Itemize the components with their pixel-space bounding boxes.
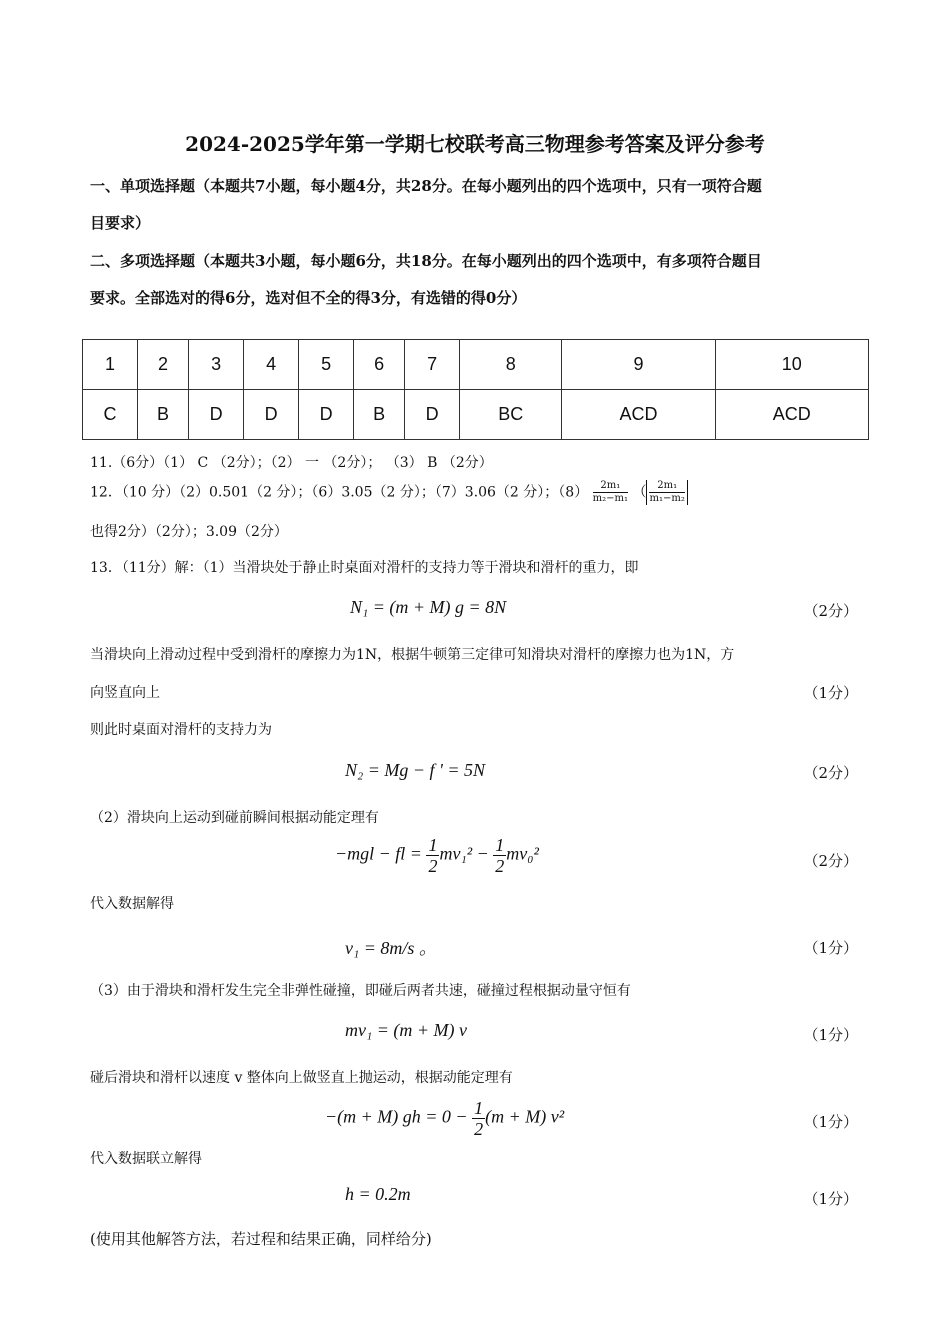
q13-paragraph-2-line1: 当滑块向上滑动过程中受到滑杆的摩擦力为1N，根据牛顿第三定律可知滑块对滑杆的摩擦力也为1N，方 bbox=[90, 647, 735, 663]
table-cell: 7 bbox=[405, 340, 460, 390]
equation-3: −mgl − fl = $\frac{1}{2}$ mv₁² − $\frac{1}{2}$ mv₀² bbox=[335, 835, 539, 876]
section1-heading-line2: 目要求） bbox=[90, 214, 151, 232]
score: （1分） bbox=[803, 1113, 858, 1131]
table-cell: ACD bbox=[562, 390, 715, 440]
answer-table-answer-row bbox=[83, 390, 869, 440]
equation-5: mv₁ = (m + M) v bbox=[345, 1020, 468, 1040]
table-cell: 3 bbox=[189, 340, 244, 390]
q13-paragraph-7: 碰后滑块和滑杆以速度 v 整体向上做竖直上抛运动，根据动能定理有 bbox=[90, 1070, 513, 1086]
q13-intro: 13．（11分）解：（1）当滑块处于静止时桌面对滑杆的支持力等于滑块和滑杆的重力，即 bbox=[90, 560, 639, 576]
table-cell: D bbox=[299, 390, 354, 440]
absolute-value bbox=[646, 480, 687, 505]
q13-paragraph-6: （3）由于滑块和滑杆发生完全非弹性碰撞，即碰后两者共速，碰撞过程根据动量守恒有 bbox=[90, 983, 631, 999]
section2-heading-line1: 二、多项选择题（本题共3小题，每小题6分，共18分。在每小题列出的四个选项中，有多项符合题目 bbox=[90, 252, 762, 270]
table-cell: 5 bbox=[299, 340, 354, 390]
equation-1: N₁ = (m + M) g = 8N bbox=[350, 597, 507, 617]
table-cell: B bbox=[354, 390, 405, 440]
table-cell: D bbox=[244, 390, 299, 440]
fraction: $\frac{1}{2}$ bbox=[474, 1098, 484, 1139]
equation-2: N₂ = Mg − f ' = 5N bbox=[345, 760, 486, 780]
q12-answer-line2: 也得2分）（2分）；3.09（2分） bbox=[90, 524, 288, 540]
fraction: $\frac{1}{2}$ bbox=[428, 835, 438, 876]
table-cell: 8 bbox=[460, 340, 562, 390]
q12-text: 12．（10 分）（2）0.501（2 分）；（6）3.05（2 分）；（7）3.06（2 分）；（8） bbox=[90, 484, 589, 501]
q11-answer: 11.（6分）（1） C （2分）；（2） 一 （2分）； （3） B （2分） bbox=[90, 455, 493, 471]
score: （2分） bbox=[803, 852, 858, 870]
table-cell: B bbox=[137, 390, 188, 440]
answer-table-number-row bbox=[83, 340, 869, 390]
fraction: $\frac{\text{2m₁}}{\text{m₁−m₂}}$ bbox=[649, 480, 685, 504]
q13-paragraph-2-line2: 向竖直向上 bbox=[90, 685, 160, 701]
fraction: $\frac{\text{2m₁}}{\text{m₂−m₁}}$ bbox=[592, 480, 629, 504]
table-cell: D bbox=[189, 390, 244, 440]
score: （2分） bbox=[803, 602, 858, 620]
fraction: $\frac{1}{2}$ bbox=[495, 835, 505, 876]
table-cell: C bbox=[83, 390, 138, 440]
grading-note: (使用其他解答方法，若过程和结果正确，同样给分) bbox=[90, 1230, 432, 1248]
equation-6: −(m + M) gh = 0 − $\frac{1}{2}$ (m + M) v² bbox=[325, 1098, 565, 1139]
score: （1分） bbox=[803, 684, 858, 702]
q13-paragraph-5: 代入数据解得 bbox=[90, 896, 174, 912]
table-cell: D bbox=[405, 390, 460, 440]
table-cell: 10 bbox=[715, 340, 868, 390]
answer-table bbox=[82, 339, 869, 440]
page-title: 2024-2025学年第一学期七校联考高三物理参考答案及评分参考 bbox=[185, 132, 765, 156]
equation-4: v₁ = 8m/s 。 bbox=[345, 938, 437, 958]
table-cell: BC bbox=[460, 390, 562, 440]
score: （2分） bbox=[803, 764, 858, 782]
table-cell: 9 bbox=[562, 340, 715, 390]
score: （1分） bbox=[803, 939, 858, 957]
q13-paragraph-8: 代入数据联立解得 bbox=[90, 1151, 202, 1167]
section1-heading-line1: 一、单项选择题（本题共7小题，每小题4分，共28分。在每小题列出的四个选项中，只有一项符合题 bbox=[90, 177, 762, 195]
table-cell: 2 bbox=[137, 340, 188, 390]
score: （1分） bbox=[803, 1190, 858, 1208]
q13-paragraph-3: 则此时桌面对滑杆的支持力为 bbox=[90, 722, 272, 738]
equation-7: h = 0.2m bbox=[345, 1184, 411, 1204]
table-cell: 4 bbox=[244, 340, 299, 390]
q13-paragraph-4: （2）滑块向上运动到碰前瞬间根据动能定理有 bbox=[90, 810, 379, 826]
section2-heading-line2: 要求。全部选对的得6分，选对但不全的得3分，有选错的得0分） bbox=[90, 289, 527, 307]
table-cell: ACD bbox=[715, 390, 868, 440]
q12-answer-line1: 12．（10 分）（2）0.501（2 分）；（6）3.05（2 分）；（7）3.06（2 分）；（8） $\frac{\text{2m₁}}{\text{m₂−m₁}}$ （ $\frac{\text{2m₁}}{\text{m₁−m₂}}$ bbox=[90, 480, 688, 505]
table-cell: 6 bbox=[354, 340, 405, 390]
score: （1分） bbox=[803, 1026, 858, 1044]
table-cell: 1 bbox=[83, 340, 138, 390]
